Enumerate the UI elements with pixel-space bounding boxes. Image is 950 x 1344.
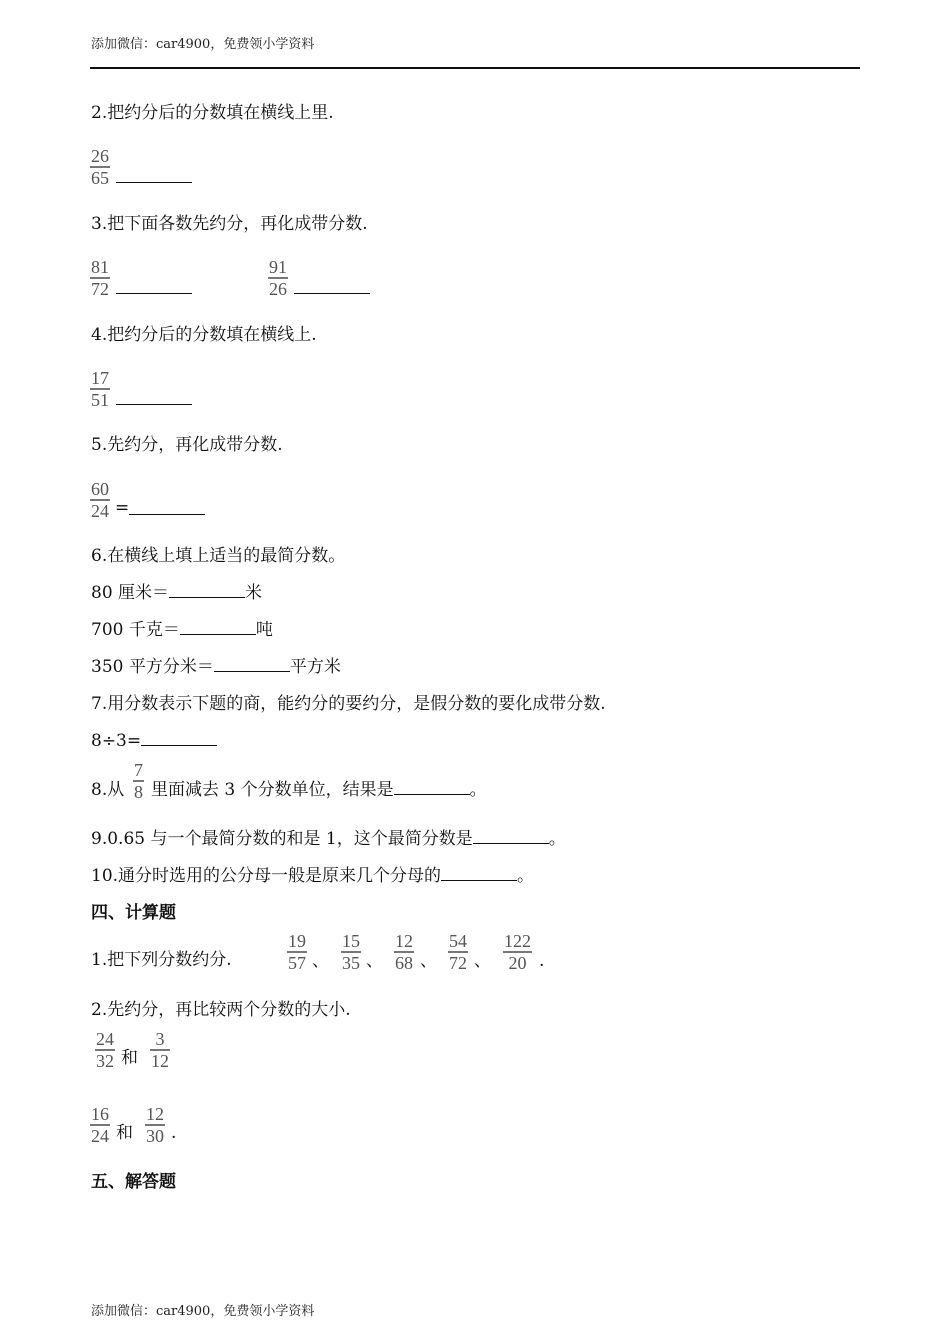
q6-line-1-unit: 米: [245, 583, 263, 603]
q8-text: 里面减去 3 个分数单位，结果是: [151, 780, 394, 800]
q2-fraction: [90, 147, 110, 187]
q6-line-3: [91, 656, 341, 678]
c2-p2-fraction-b: [145, 1105, 165, 1145]
denominator: 24: [91, 500, 109, 521]
equals-sign: =: [115, 498, 130, 518]
q6-answer-blank-2[interactable]: [180, 620, 256, 635]
numerator: 17: [91, 368, 109, 388]
period: .: [539, 951, 545, 971]
separator: 、: [474, 951, 491, 971]
q4-answer-blank[interactable]: [116, 390, 192, 405]
q5-fraction: [90, 480, 110, 520]
numerator: 24: [96, 1029, 114, 1049]
section-4-title: 四、计算题: [91, 903, 176, 923]
numerator: 122: [504, 931, 531, 951]
numerator: 3: [155, 1029, 165, 1049]
q5-text: 5.先约分，再化成带分数.: [91, 435, 283, 455]
denominator: 65: [91, 167, 109, 188]
page-footer: 添加微信：car4900，免费领小学资料: [91, 1304, 315, 1319]
q9-line: [91, 828, 566, 850]
denominator: 26: [269, 278, 287, 299]
q2-answer-blank[interactable]: [116, 168, 192, 183]
q5-answer-blank[interactable]: [129, 500, 205, 515]
q8-fraction: [133, 761, 144, 801]
numerator: 15: [342, 931, 360, 951]
c2-p1-fraction-b: [150, 1030, 170, 1070]
q9-text: 9.0.65 与一个最简分数的和是 1，这个最简分数是: [91, 829, 473, 849]
q6-answer-blank-1[interactable]: [169, 583, 245, 598]
c1-fraction-4: [448, 932, 468, 972]
q3-answer-blank-1[interactable]: [116, 279, 192, 294]
c1-fraction-2: [341, 932, 361, 972]
separator: 、: [312, 951, 329, 971]
q6-line-1: [91, 582, 262, 604]
period: .: [171, 1123, 177, 1143]
c2-p1-fraction-a: [95, 1030, 115, 1070]
numerator: 12: [146, 1104, 164, 1124]
page-header: 添加微信：car4900，免费领小学资料: [91, 37, 315, 52]
denominator: 51: [91, 389, 109, 410]
q6-line-1-prefix: 80 厘米＝: [91, 583, 170, 603]
numerator: 81: [91, 257, 109, 277]
q7-expression: [91, 730, 217, 752]
q3-answer-blank-2[interactable]: [294, 279, 370, 294]
denominator: 57: [288, 952, 306, 973]
q6-line-2: [91, 619, 273, 641]
numerator: 12: [395, 931, 413, 951]
q10-end: 。: [517, 866, 535, 886]
separator: 、: [420, 951, 437, 971]
q10-text: 10.通分时选用的公分母一般是原来几个分母的: [91, 866, 442, 886]
denominator: 8: [134, 781, 143, 802]
c2-p2-fraction-a: [90, 1105, 110, 1145]
and-word: 和: [121, 1048, 138, 1068]
denominator: 12: [151, 1050, 169, 1071]
c1-text: 1.把下列分数约分.: [91, 950, 232, 970]
numerator: 60: [91, 479, 109, 499]
q7-expr: 8÷3=: [91, 731, 142, 751]
q6-text: 6.在横线上填上适当的最简分数。: [91, 546, 346, 566]
c2-text: 2.先约分，再比较两个分数的大小.: [91, 1000, 351, 1020]
section-5-title: 五、解答题: [91, 1172, 176, 1192]
q6-line-2-unit: 吨: [255, 620, 273, 640]
q3-text: 3.把下面各数先约分，再化成带分数.: [91, 214, 368, 234]
separator: 、: [366, 951, 383, 971]
denominator: 30: [146, 1125, 164, 1146]
denominator: 20: [508, 952, 527, 973]
q6-line-2-prefix: 700 千克＝: [91, 620, 180, 640]
denominator: 72: [91, 278, 109, 299]
denominator: 68: [395, 952, 413, 973]
q10-line: [91, 865, 534, 887]
q8-prefix: 8.从: [91, 780, 125, 800]
numerator: 54: [449, 931, 467, 951]
q3-fraction-2: [268, 258, 288, 298]
q8-rest: [151, 779, 487, 801]
q7-text: 7.用分数表示下题的商，能约分的要约分，是假分数的要化成带分数.: [91, 694, 606, 714]
numerator: 16: [91, 1104, 109, 1124]
c1-fraction-5: [503, 932, 532, 972]
q9-end: 。: [548, 829, 566, 849]
numerator: 7: [134, 760, 143, 780]
denominator: 72: [449, 952, 467, 973]
numerator: 26: [91, 146, 109, 166]
q2-text: 2.把约分后的分数填在横线上里.: [91, 103, 334, 123]
q4-text: 4.把约分后的分数填在横线上.: [91, 325, 317, 345]
numerator: 91: [269, 257, 287, 277]
and-word: 和: [116, 1123, 133, 1143]
c1-fraction-1: [287, 932, 307, 972]
q3-fraction-1: [90, 258, 110, 298]
q9-answer-blank[interactable]: [473, 829, 549, 844]
q8-answer-blank[interactable]: [394, 780, 470, 795]
denominator: 35: [342, 952, 360, 973]
q6-answer-blank-3[interactable]: [214, 657, 290, 672]
q10-answer-blank[interactable]: [441, 866, 517, 881]
q7-answer-blank[interactable]: [141, 731, 217, 746]
q4-fraction: [90, 369, 110, 409]
q6-line-3-unit: 平方米: [289, 657, 341, 677]
header-rule: [90, 67, 860, 69]
numerator: 19: [288, 931, 306, 951]
denominator: 32: [96, 1050, 114, 1071]
c1-fraction-3: [394, 932, 414, 972]
q8-end: 。: [469, 780, 487, 800]
q6-line-3-prefix: 350 平方分米＝: [91, 657, 214, 677]
denominator: 24: [91, 1125, 109, 1146]
